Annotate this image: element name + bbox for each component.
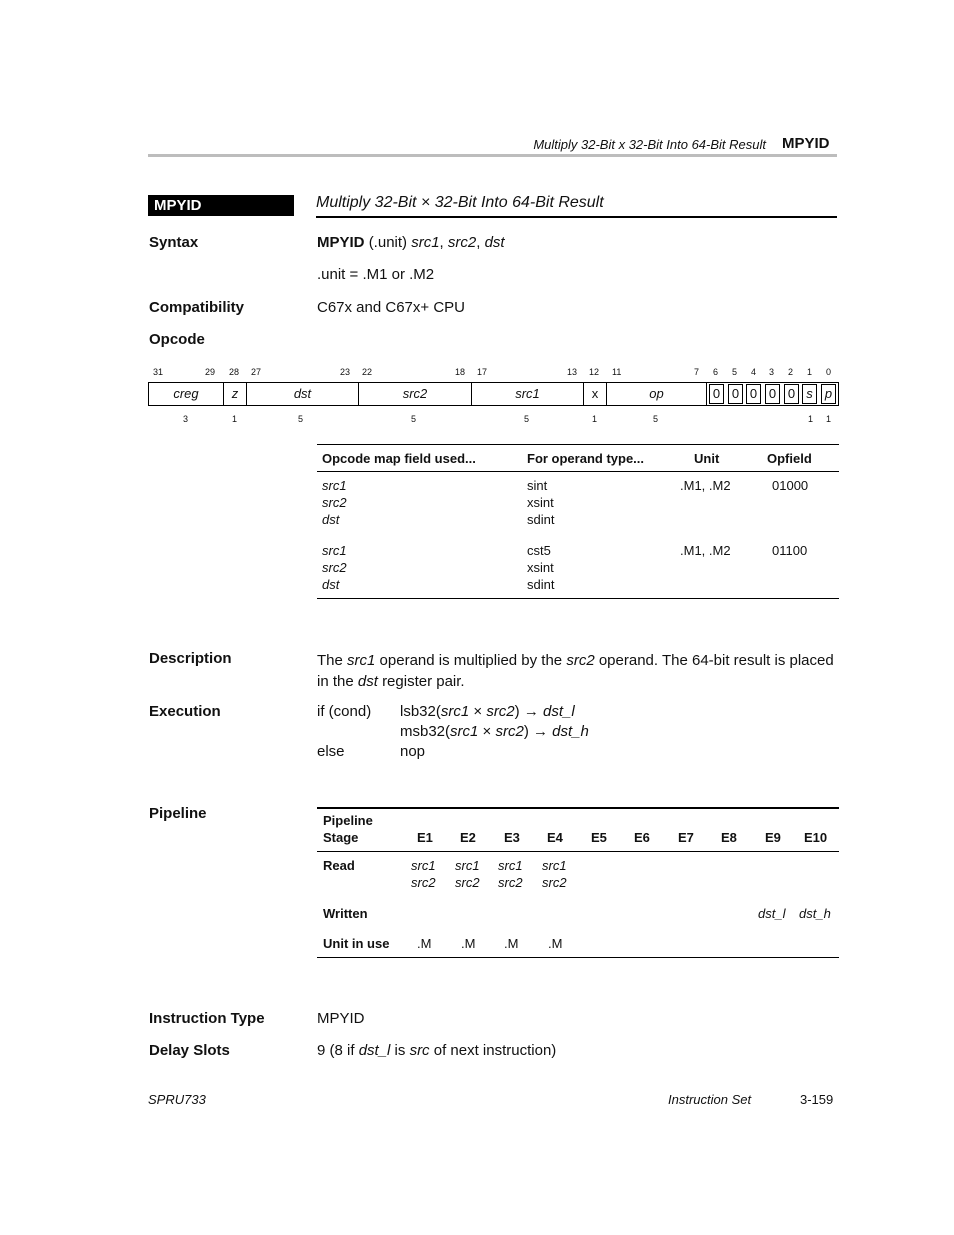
bit-number: 18 xyxy=(455,367,466,377)
pipeline-read-label: Read xyxy=(323,858,355,873)
pipeline-read-src1: src1 xyxy=(411,858,436,873)
opcode-bit: 0 xyxy=(765,384,780,404)
pipeline-stage: E6 xyxy=(634,830,650,845)
opcode-bit: 0 xyxy=(728,384,743,404)
syntax-sep2: , xyxy=(476,234,481,251)
bit-number: 5 xyxy=(732,367,738,377)
footer-page-number: 3-159 xyxy=(800,1092,834,1107)
opmap-top-rule xyxy=(317,444,839,445)
pipeline-header-rule xyxy=(317,851,839,852)
pipeline-unit: .M xyxy=(504,936,519,951)
pipeline-stage: E7 xyxy=(678,830,694,845)
field-width: 1 xyxy=(592,414,598,424)
field-width: 5 xyxy=(653,414,659,424)
bit-number: 28 xyxy=(229,367,240,377)
bit-number: 6 xyxy=(713,367,719,377)
syntax-label: Syntax xyxy=(149,234,199,251)
opcode-bit-s: s xyxy=(802,384,817,404)
field-width: 1 xyxy=(826,414,832,424)
pipeline-stage: E4 xyxy=(547,830,563,845)
execution-else: else xyxy=(317,743,345,760)
bit-number: 22 xyxy=(362,367,373,377)
opcode-field-src1: src1 xyxy=(471,382,583,406)
field-width: 5 xyxy=(298,414,304,424)
pipeline-stage: E9 xyxy=(765,830,781,845)
description-label: Description xyxy=(149,650,232,667)
pipeline-written-label: Written xyxy=(323,906,368,921)
opcode-field-z: z xyxy=(223,382,246,406)
title-rule xyxy=(316,216,837,218)
opmap-type: sint xyxy=(527,478,548,493)
pipeline-read-src1: src1 xyxy=(455,858,480,873)
opmap-type: xsint xyxy=(527,560,554,575)
pipeline-written-dst-h: dst_h xyxy=(799,906,831,921)
bit-number: 1 xyxy=(807,367,813,377)
bit-number: 23 xyxy=(340,367,351,377)
opmap-header-type: For operand type... xyxy=(527,451,645,466)
pipeline-top-rule xyxy=(317,807,839,809)
opmap-opfield: 01100 xyxy=(772,543,808,558)
instr-type-value: MPYID xyxy=(317,1010,365,1027)
desc-src1: src1 xyxy=(347,652,376,669)
bit-number: 11 xyxy=(612,367,622,377)
field-width: 5 xyxy=(411,414,417,424)
opcode-field-dst: dst xyxy=(246,382,358,406)
syntax-src1: src1 xyxy=(411,234,440,251)
opmap-header-rule xyxy=(317,471,839,472)
pipeline-bottom-rule xyxy=(317,957,839,958)
pipeline-label: Pipeline xyxy=(149,805,207,822)
opcode-field-src2: src2 xyxy=(358,382,471,406)
execution-if: if (cond) xyxy=(317,703,372,720)
instruction-title: Multiply 32-Bit × 32-Bit Into 64-Bit Result xyxy=(316,194,604,211)
pipeline-stage-header: Stage xyxy=(323,830,359,845)
pipeline-stage: E10 xyxy=(804,830,828,845)
opmap-type: cst5 xyxy=(527,543,551,558)
field-width: 5 xyxy=(524,414,530,424)
pipeline-unit-label: Unit in use xyxy=(323,936,390,951)
field-width: 1 xyxy=(232,414,238,424)
bit-number: 0 xyxy=(826,367,832,377)
opmap-bottom-rule xyxy=(317,598,839,599)
field-width: 3 xyxy=(183,414,189,424)
opcode-field-op: op xyxy=(606,382,706,406)
bit-number: 29 xyxy=(205,367,216,377)
execution-nop: nop xyxy=(400,743,426,760)
delay-slots-label: Delay Slots xyxy=(149,1042,230,1059)
pipeline-unit: .M xyxy=(548,936,563,951)
delay-slots-value: 9 (8 if dst_l is src of next instruction) xyxy=(317,1042,557,1059)
opcode-label: Opcode xyxy=(149,331,205,348)
syntax-mnemonic: MPYID xyxy=(317,234,365,251)
pipeline-unit: .M xyxy=(417,936,432,951)
pipeline-written-dst-l: dst_l xyxy=(758,906,786,921)
opmap-field: src1 xyxy=(322,478,347,493)
instr-type-label: Instruction Type xyxy=(149,1010,265,1027)
syntax-src2: src2 xyxy=(447,234,477,251)
opcode-field-creg: creg xyxy=(148,382,223,406)
description-text: The src1 operand is multiplied by the src2 operand. The 64-bit result is placed in the dst register pair. xyxy=(317,652,834,690)
bit-number: 27 xyxy=(251,367,262,377)
bit-number: 7 xyxy=(694,367,700,377)
syntax-unit-line: .unit = .M1 or .M2 xyxy=(317,266,435,283)
syntax-unit: (.unit) xyxy=(368,234,408,251)
pipeline-read-src1: src1 xyxy=(542,858,567,873)
bit-number: 4 xyxy=(751,367,757,377)
syntax-line xyxy=(317,234,505,251)
desc-src2: src2 xyxy=(566,652,595,669)
syntax-dst: dst xyxy=(484,234,505,251)
pipeline-stage: E3 xyxy=(504,830,520,845)
pipeline-read-src2: src2 xyxy=(542,875,567,890)
pipeline-stage: E1 xyxy=(417,830,433,845)
opcode-bit-p: p xyxy=(821,384,836,404)
opmap-header-opfield: Opfield xyxy=(767,451,812,466)
footer-doc-id: SPRU733 xyxy=(148,1092,206,1107)
opmap-field: src1 xyxy=(322,543,347,558)
field-width: 1 xyxy=(808,414,814,424)
footer-section: Instruction Set xyxy=(668,1092,752,1107)
header-rule xyxy=(148,154,837,157)
execution-label: Execution xyxy=(149,703,221,720)
opmap-type: sdint xyxy=(527,512,555,527)
execution-line-1: lsb32(src1 × src2) → dst_l xyxy=(400,703,575,720)
opmap-field: src2 xyxy=(322,560,347,575)
pipeline-read-src2: src2 xyxy=(411,875,436,890)
opcode-bit: 0 xyxy=(784,384,799,404)
desc-dst: dst xyxy=(357,673,378,690)
opmap-field: dst xyxy=(322,577,340,592)
pipeline-read-src2: src2 xyxy=(455,875,480,890)
opmap-field: dst xyxy=(322,512,340,527)
bit-number: 12 xyxy=(589,367,600,377)
pipeline-read-src2: src2 xyxy=(498,875,523,890)
pipeline-stage: E5 xyxy=(591,830,607,845)
running-header-mnemonic: MPYID xyxy=(782,135,830,152)
bit-number: 2 xyxy=(788,367,794,377)
compatibility-value: C67x and C67x+ CPU xyxy=(317,299,465,316)
opmap-type: xsint xyxy=(527,495,554,510)
bit-number: 31 xyxy=(153,367,164,377)
pipeline-stage: E8 xyxy=(721,830,737,845)
opmap-header-field: Opcode map field used... xyxy=(322,451,476,466)
compatibility-label: Compatibility xyxy=(149,299,245,316)
opcode-bit: 0 xyxy=(709,384,724,404)
opcode-bit: 0 xyxy=(746,384,761,404)
pipeline-stage-header: Pipeline xyxy=(323,813,373,828)
opmap-header-unit: Unit xyxy=(694,451,720,466)
opmap-opfield: 01000 xyxy=(772,478,809,493)
opmap-unit: .M1, .M2 xyxy=(680,543,731,558)
bit-number: 13 xyxy=(567,367,578,377)
opmap-type: sdint xyxy=(527,577,555,592)
opcode-field-x: x xyxy=(583,382,606,406)
running-header-title: Multiply 32-Bit x 32-Bit Into 64-Bit Result xyxy=(533,137,766,152)
syntax-sep1: , xyxy=(439,234,444,251)
opmap-field: src2 xyxy=(322,495,347,510)
mnemonic-badge: MPYID xyxy=(148,195,294,216)
bit-number: 17 xyxy=(477,367,488,377)
execution-line-2: msb32(src1 × src2) → dst_h xyxy=(400,723,589,740)
bit-number: 3 xyxy=(769,367,775,377)
pipeline-unit: .M xyxy=(461,936,476,951)
pipeline-stage: E2 xyxy=(460,830,476,845)
opmap-unit: .M1, .M2 xyxy=(680,478,731,493)
pipeline-read-src1: src1 xyxy=(498,858,523,873)
